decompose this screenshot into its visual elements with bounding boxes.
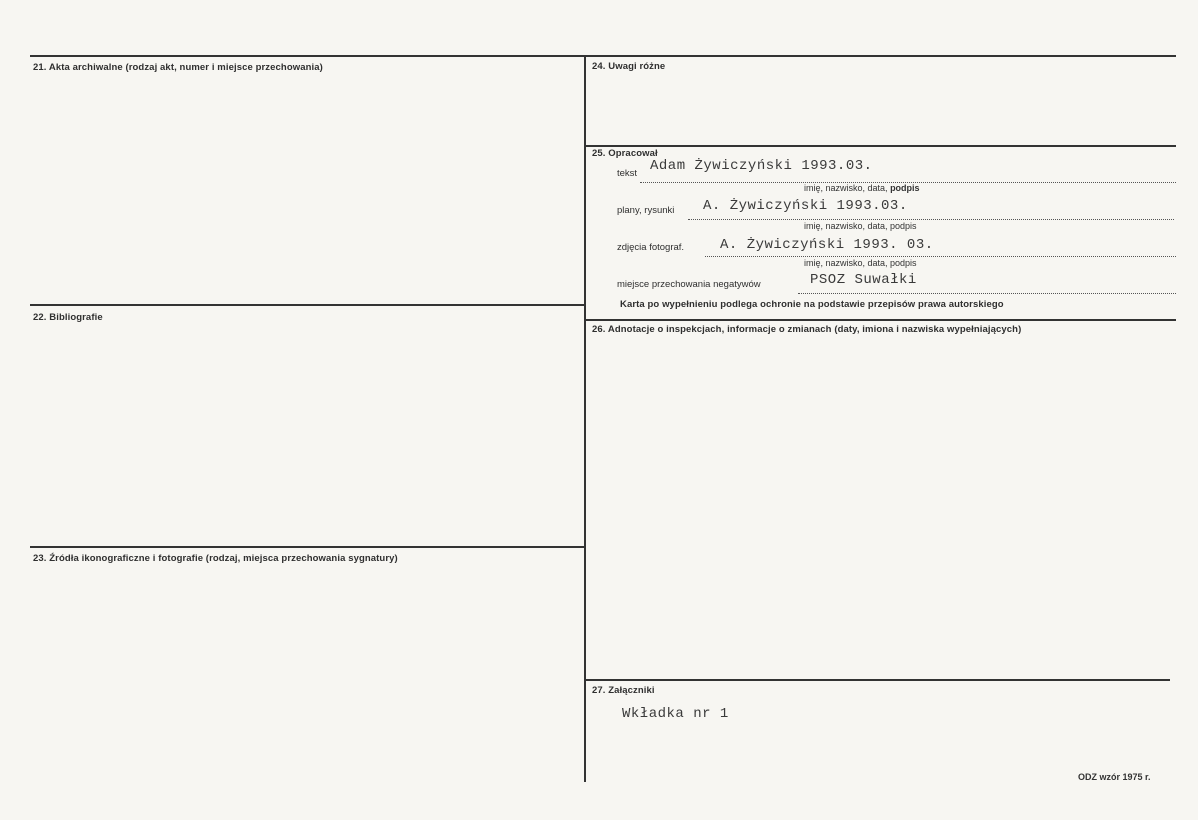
divider-25-26 — [586, 319, 1176, 321]
form-footer: ODZ wzór 1975 r. — [1078, 772, 1151, 782]
tekst-caption-bold: podpis — [890, 183, 920, 193]
tekst-value: Adam Żywiczyński 1993.03. — [650, 158, 873, 174]
center-divider — [584, 55, 586, 782]
top-rule — [30, 55, 1176, 57]
negatywy-value: PSOZ Suwałki — [810, 272, 917, 288]
attachments-value: Wkładka nr 1 — [622, 706, 729, 722]
copyright-notice: Karta po wypełnieniu podlega ochronie na podstawie przepisów prawa autorskiego — [620, 299, 1004, 310]
tekst-label: tekst — [617, 168, 638, 179]
section-26-label: 26. Adnotacje o inspekcjach, informacje o zmianach (daty, imiona i nazwiska wypełniających) — [592, 324, 1022, 335]
section-24-label: 24. Uwagi różne — [592, 61, 666, 72]
zdjecia-value: A. Żywiczyński 1993. 03. — [720, 237, 934, 253]
section-22-label: 22. Bibliografie — [33, 312, 103, 323]
section-27-label: 27. Załączniki — [592, 685, 655, 696]
zdjecia-label: zdjęcia fotograf. — [617, 242, 685, 253]
divider-26-27 — [586, 679, 1170, 681]
plany-caption: imię, nazwisko, data, podpis — [804, 221, 917, 231]
divider-22-23 — [30, 546, 585, 548]
zdjecia-caption: imię, nazwisko, data, podpis — [804, 258, 917, 268]
tekst-caption-text: imię, nazwisko, data, — [804, 183, 888, 193]
section-23-label: 23. Źródła ikonograficzne i fotografie (rodzaj, miejsca przechowania sygnatury) — [33, 553, 398, 564]
plany-dotted-line — [688, 219, 1174, 220]
plany-value: A. Żywiczyński 1993.03. — [703, 198, 908, 214]
divider-24-25 — [586, 145, 1176, 147]
section-25-label: 25. Opracował — [592, 148, 658, 159]
negatywy-label: miejsce przechowania negatywów — [617, 279, 761, 290]
divider-21-22 — [30, 304, 585, 306]
negatywy-dotted-line — [798, 293, 1176, 294]
tekst-caption — [804, 183, 920, 193]
section-21-label: 21. Akta archiwalne (rodzaj akt, numer i miejsce przechowania) — [33, 62, 323, 73]
plany-label: plany, rysunki — [617, 205, 675, 216]
zdjecia-dotted-line — [705, 256, 1176, 257]
